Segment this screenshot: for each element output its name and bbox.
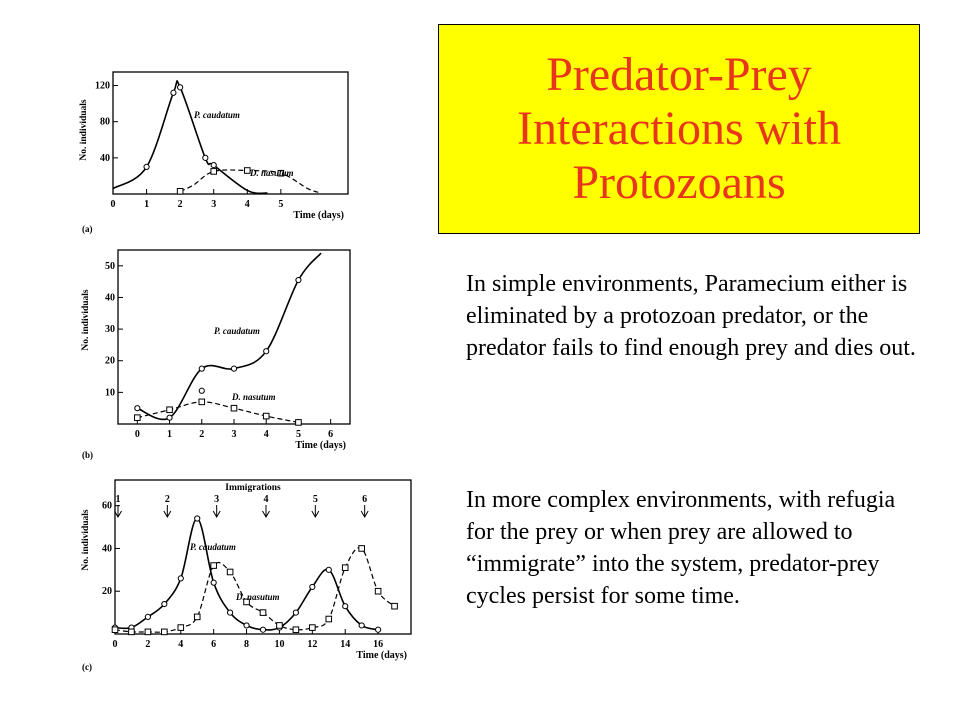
series-label: P. caudatum [194, 110, 240, 120]
panel-label: (a) [82, 224, 93, 234]
x-tick-label: 2 [199, 429, 205, 440]
data-point-d-nasutum [194, 614, 200, 620]
x-tick-label: 12 [307, 639, 318, 650]
y-tick-label: 80 [100, 116, 110, 128]
data-point-d-nasutum [145, 629, 151, 635]
data-point-p-caudatum [145, 614, 150, 619]
data-point-d-nasutum [211, 563, 217, 569]
x-tick-label: 1 [144, 199, 150, 210]
immigration-label: 4 [263, 494, 269, 505]
data-point-d-nasutum [199, 399, 205, 405]
data-point-d-nasutum [177, 188, 183, 194]
immigration-label: 6 [362, 494, 368, 505]
plot-frame [113, 72, 348, 194]
panel-label: (b) [82, 450, 93, 460]
data-point-d-nasutum [260, 610, 266, 616]
x-tick-label: 0 [112, 639, 118, 650]
x-tick-label: 3 [231, 429, 237, 440]
data-point-d-nasutum [277, 623, 283, 629]
x-tick-label: 2 [177, 199, 183, 210]
x-tick-label: 8 [244, 639, 250, 650]
x-tick-label: 14 [340, 639, 351, 650]
data-point-p-caudatum [310, 584, 315, 589]
data-point-p-caudatum [231, 366, 236, 371]
immigration-label: 5 [312, 494, 318, 505]
data-point-d-nasutum [296, 420, 302, 426]
x-axis-label: Time (days) [295, 440, 346, 451]
data-point-p-caudatum [376, 627, 381, 632]
data-point-p-caudatum [296, 277, 301, 282]
data-point-d-nasutum [326, 616, 332, 622]
data-point-d-nasutum [293, 627, 299, 633]
immigrations-title: Immigrations [225, 483, 281, 493]
data-point-p-caudatum [199, 388, 204, 393]
y-tick-label: 40 [105, 292, 115, 304]
data-point-d-nasutum [359, 546, 365, 552]
series-label: D. nasutum [232, 392, 276, 402]
chart-panel-b [0, 240, 420, 470]
data-point-p-caudatum [199, 366, 204, 371]
x-tick-label: 16 [373, 639, 384, 650]
data-point-p-caudatum [195, 516, 200, 521]
data-point-d-nasutum [162, 629, 168, 635]
x-tick-label: 1 [167, 429, 173, 440]
data-point-p-caudatum [343, 604, 348, 609]
data-point-d-nasutum [263, 413, 269, 419]
y-tick-label: 20 [102, 586, 112, 598]
title-box [438, 24, 920, 234]
data-point-d-nasutum [129, 629, 135, 635]
x-tick-label: 4 [244, 199, 250, 210]
data-point-p-caudatum [359, 623, 364, 628]
series-line-p-caudatum [137, 253, 321, 419]
y-tick-label: 120 [95, 80, 110, 92]
series-label: P. caudatum [214, 326, 260, 336]
data-point-d-nasutum [227, 569, 233, 575]
data-point-d-nasutum [135, 415, 141, 421]
y-axis-label: No. individuals [81, 289, 91, 351]
slide-title: Predator-Prey Interactions with Protozoans [517, 48, 841, 209]
x-tick-label: 5 [278, 199, 284, 210]
x-tick-label: 6 [328, 429, 334, 440]
paragraph-simple-environments: In simple environments, Paramecium either is eliminated by a protozoan predator, or the predator fails to find enough prey and dies out. [466, 271, 916, 361]
data-point-p-caudatum [326, 567, 331, 572]
data-point-p-caudatum [203, 155, 208, 160]
data-point-p-caudatum [135, 406, 140, 411]
x-axis-label: Time (days) [356, 650, 407, 661]
series-line-p-caudatum [115, 518, 378, 629]
data-point-p-caudatum [144, 164, 149, 169]
x-tick-label: 6 [211, 639, 217, 650]
data-point-p-caudatum [264, 349, 269, 354]
data-point-d-nasutum [231, 405, 237, 411]
y-tick-label: 20 [105, 355, 115, 367]
x-tick-label: 0 [134, 429, 140, 440]
y-tick-label: 30 [105, 324, 115, 336]
y-axis-label: No. individuals [81, 509, 91, 571]
y-tick-label: 50 [105, 260, 115, 272]
data-point-p-caudatum [244, 623, 249, 628]
x-tick-label: 10 [274, 639, 285, 650]
x-tick-label: 5 [295, 429, 301, 440]
x-tick-label: 4 [263, 429, 269, 440]
data-point-p-caudatum [178, 85, 183, 90]
immigration-label: 3 [214, 494, 220, 505]
x-tick-label: 2 [145, 639, 151, 650]
data-point-d-nasutum [167, 407, 173, 413]
data-point-d-nasutum [211, 169, 217, 175]
immigration-label: 2 [164, 494, 170, 505]
x-axis-label: Time (days) [293, 210, 344, 221]
data-point-d-nasutum [310, 625, 316, 631]
data-point-d-nasutum [178, 625, 184, 631]
y-axis-label: No. individuals [79, 99, 89, 161]
chart-panel-a [0, 60, 420, 240]
data-point-p-caudatum [167, 415, 172, 420]
y-tick-label: 40 [100, 152, 110, 164]
y-tick-label: 60 [102, 500, 112, 512]
data-point-p-caudatum [293, 610, 298, 615]
panel-label: (c) [82, 662, 92, 672]
data-point-p-caudatum [178, 576, 183, 581]
data-point-d-nasutum [112, 627, 118, 633]
chart-panel-c [0, 470, 420, 690]
data-point-p-caudatum [171, 90, 176, 95]
data-point-p-caudatum [211, 162, 216, 167]
data-point-d-nasutum [342, 565, 348, 571]
data-point-p-caudatum [228, 610, 233, 615]
x-tick-label: 4 [178, 639, 184, 650]
immigration-label: 1 [115, 494, 121, 505]
data-point-d-nasutum [392, 603, 398, 609]
data-point-d-nasutum [375, 588, 381, 594]
data-point-p-caudatum [211, 580, 216, 585]
y-tick-label: 10 [105, 387, 115, 399]
data-point-p-caudatum [162, 601, 167, 606]
x-tick-label: 3 [211, 199, 217, 210]
x-tick-label: 0 [110, 199, 116, 210]
series-label: D. nasutum [236, 592, 280, 602]
series-line-p-caudatum [113, 81, 267, 194]
series-label: P. caudatum [190, 542, 236, 552]
y-tick-label: 40 [102, 543, 112, 555]
series-line-d-nasutum [115, 548, 395, 633]
series-label: D. nasutum [250, 168, 294, 178]
data-point-p-caudatum [260, 627, 265, 632]
paragraph-complex-environments: In more complex environments, with refugia for the prey or when prey are allowed to “immigrate” into the system, predator-prey cycles persist for some time. [466, 487, 896, 609]
